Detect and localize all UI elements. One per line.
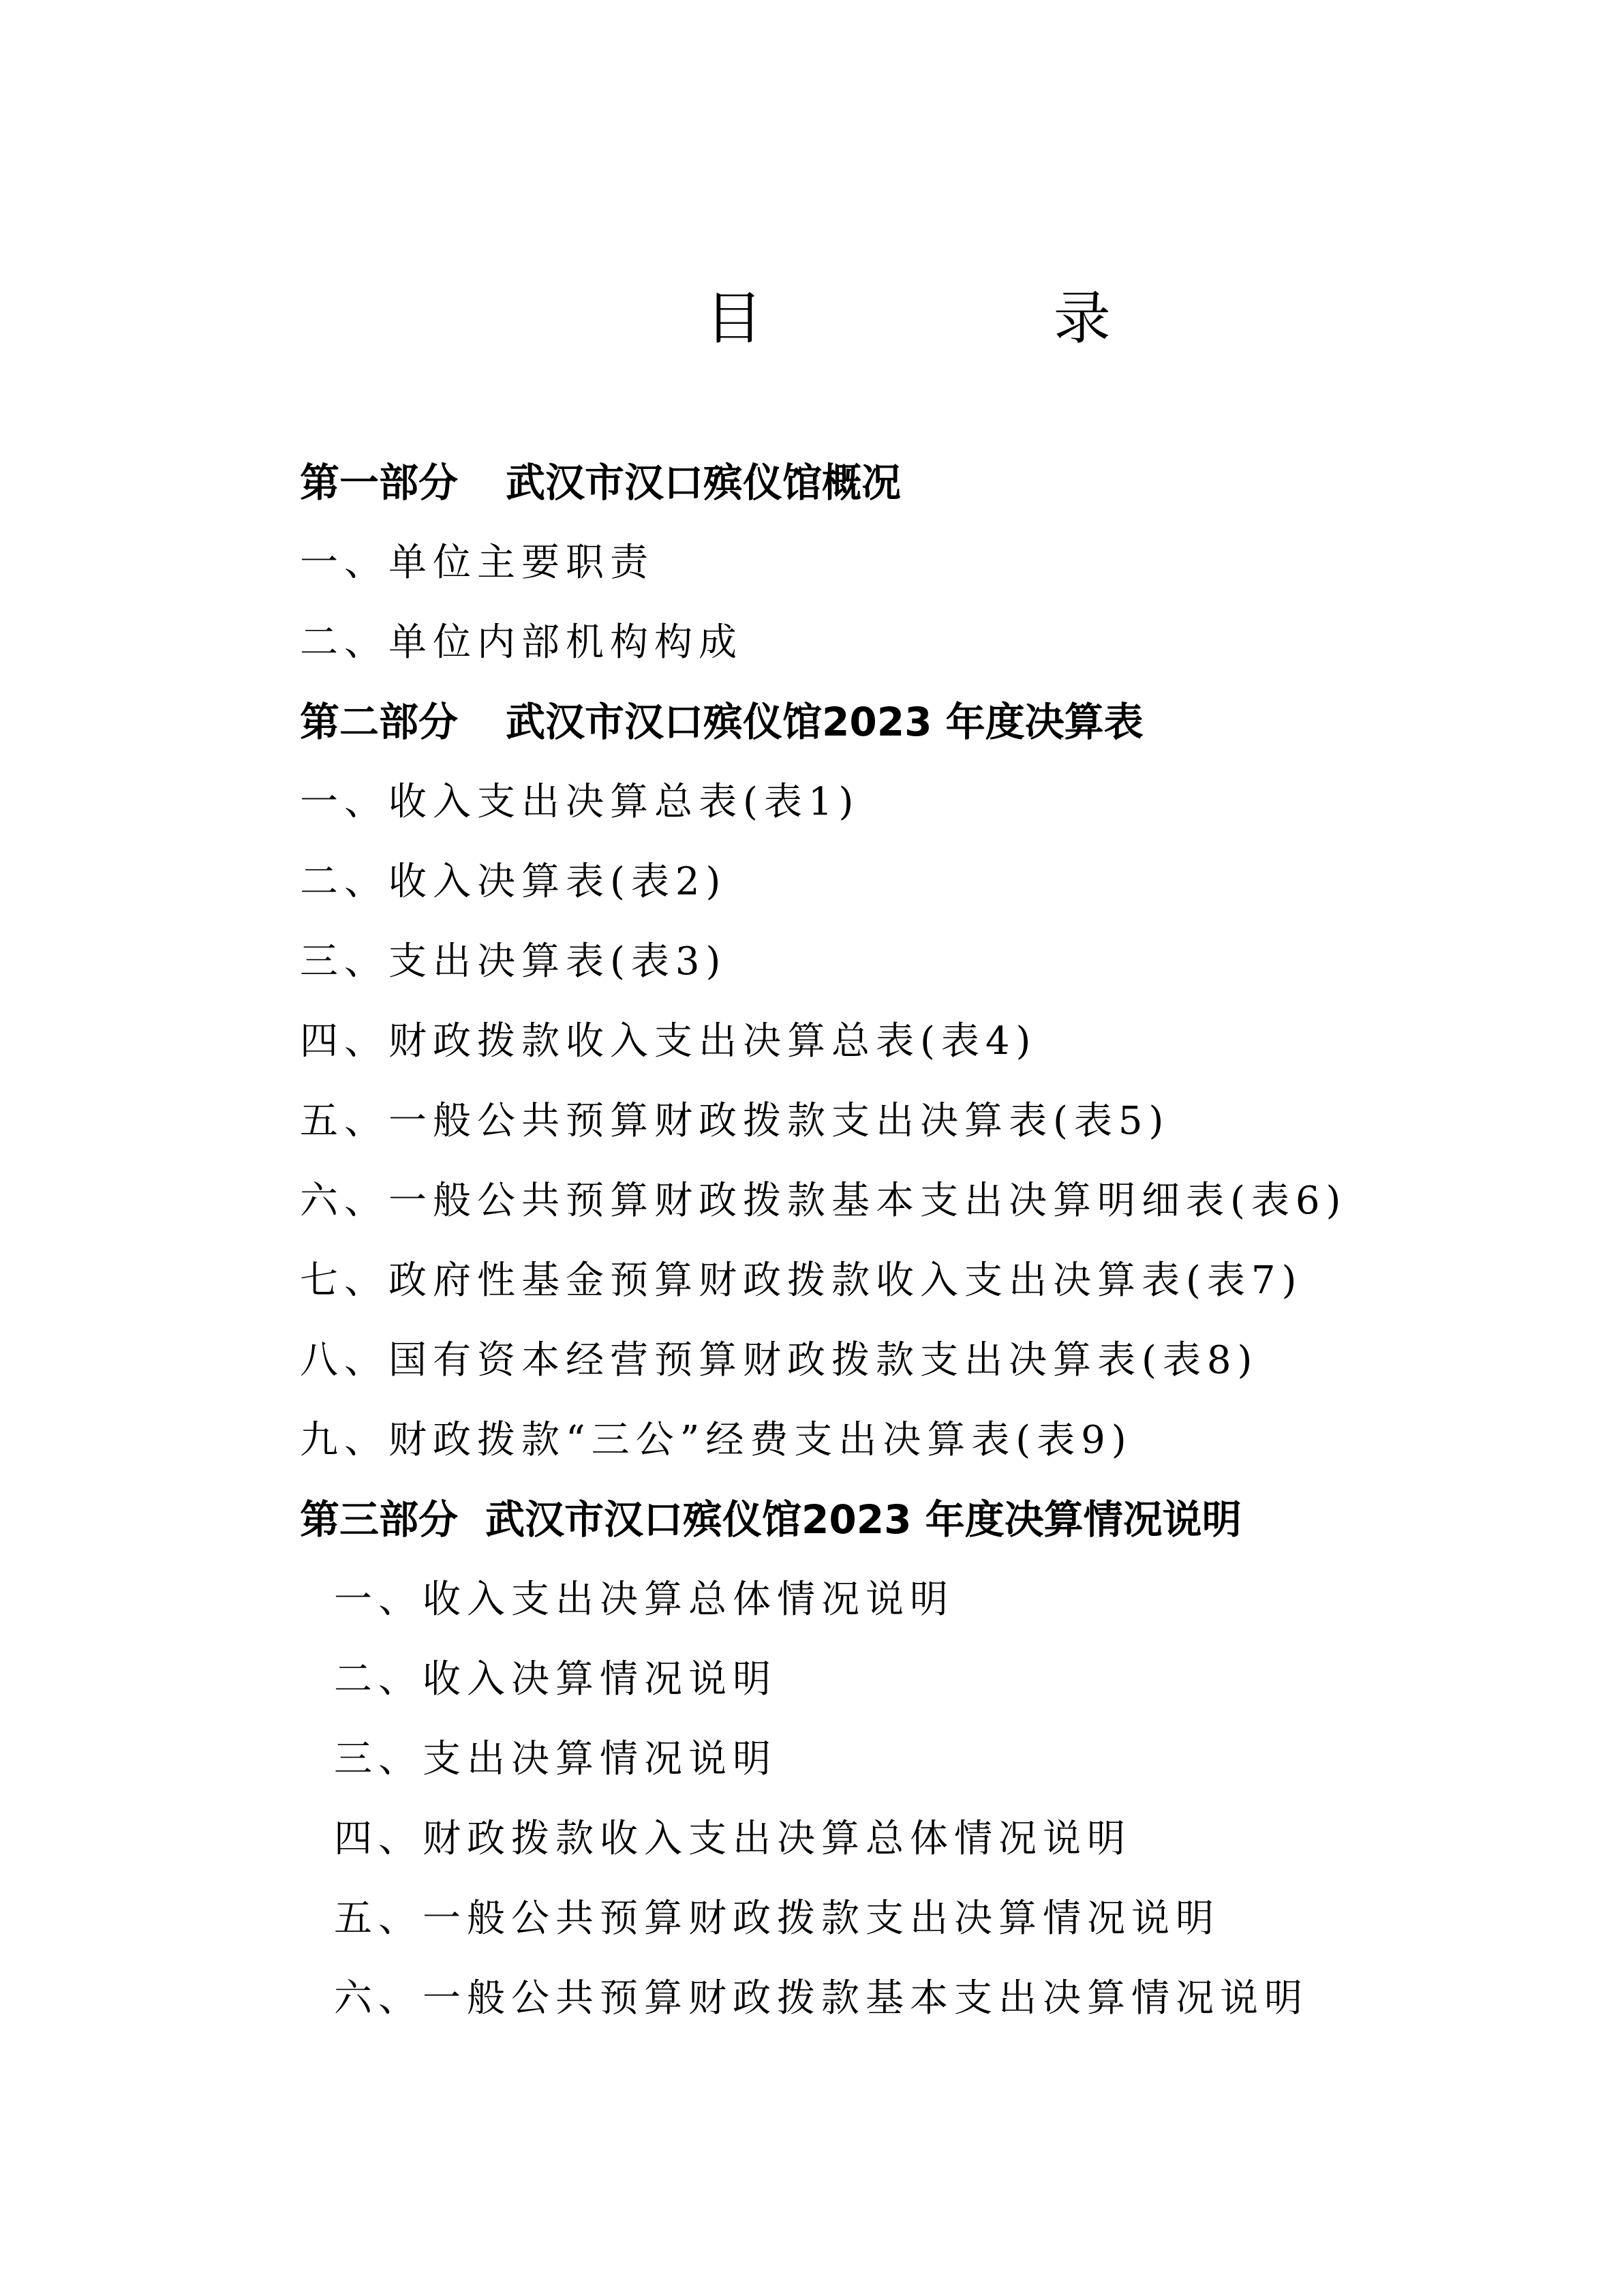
toc-item: 五、一般公共预算财政拨款支出决算情况说明 (334, 1897, 1220, 1941)
toc-item: 二、单位内部机构构成 (300, 620, 743, 665)
part-title: 武汉市汉口殡仪馆2023 年度决算表 (506, 699, 1144, 745)
toc-item: 四、财政拨款收入支出决算总体情况说明 (334, 1817, 1131, 1861)
part-2-heading (300, 682, 1567, 762)
toc-item: 三、支出决算情况说明 (334, 1737, 777, 1781)
toc-item: 二、收入决算表(表2) (300, 860, 727, 904)
table-of-contents (300, 443, 1567, 2038)
part-label: 第二部分 (300, 699, 459, 745)
toc-item: 一、收入支出决算总表(表1) (300, 780, 860, 824)
part-title: 武汉市汉口殡仪馆概况 (506, 459, 902, 506)
toc-item: 九、财政拨款“三公”经费支出决算表(表9) (300, 1418, 1133, 1462)
toc-item: 四、财政拨款收入支出决算总表(表4) (300, 1019, 1037, 1063)
toc-item: 八、国有资本经营预算财政拨款支出决算表(表8) (300, 1338, 1259, 1383)
toc-item: 一、单位主要职责 (300, 541, 654, 585)
toc-item: 七、政府性基金预算财政拨款收入支出决算表(表7) (300, 1258, 1303, 1303)
part-3-heading (300, 1480, 1567, 1560)
part-1-heading (300, 443, 1567, 523)
toc-item: 三、支出决算表(表3) (300, 939, 727, 984)
toc-item: 二、收入决算情况说明 (334, 1657, 777, 1702)
part-label: 第三部分 (300, 1496, 459, 1543)
toc-item: 一、收入支出决算总体情况说明 (334, 1577, 954, 1622)
toc-item: 五、一般公共预算财政拨款支出决算表(表5) (300, 1099, 1170, 1143)
part-label: 第一部分 (300, 459, 459, 506)
page-title: 目 录 (705, 285, 1247, 352)
toc-item: 六、一般公共预算财政拨款基本支出决算明细表(表6) (300, 1179, 1347, 1223)
toc-item: 六、一般公共预算财政拨款基本支出决算情况说明 (334, 1976, 1309, 2021)
part-title: 武汉市汉口殡仪馆2023 年度决算情况说明 (485, 1496, 1242, 1543)
